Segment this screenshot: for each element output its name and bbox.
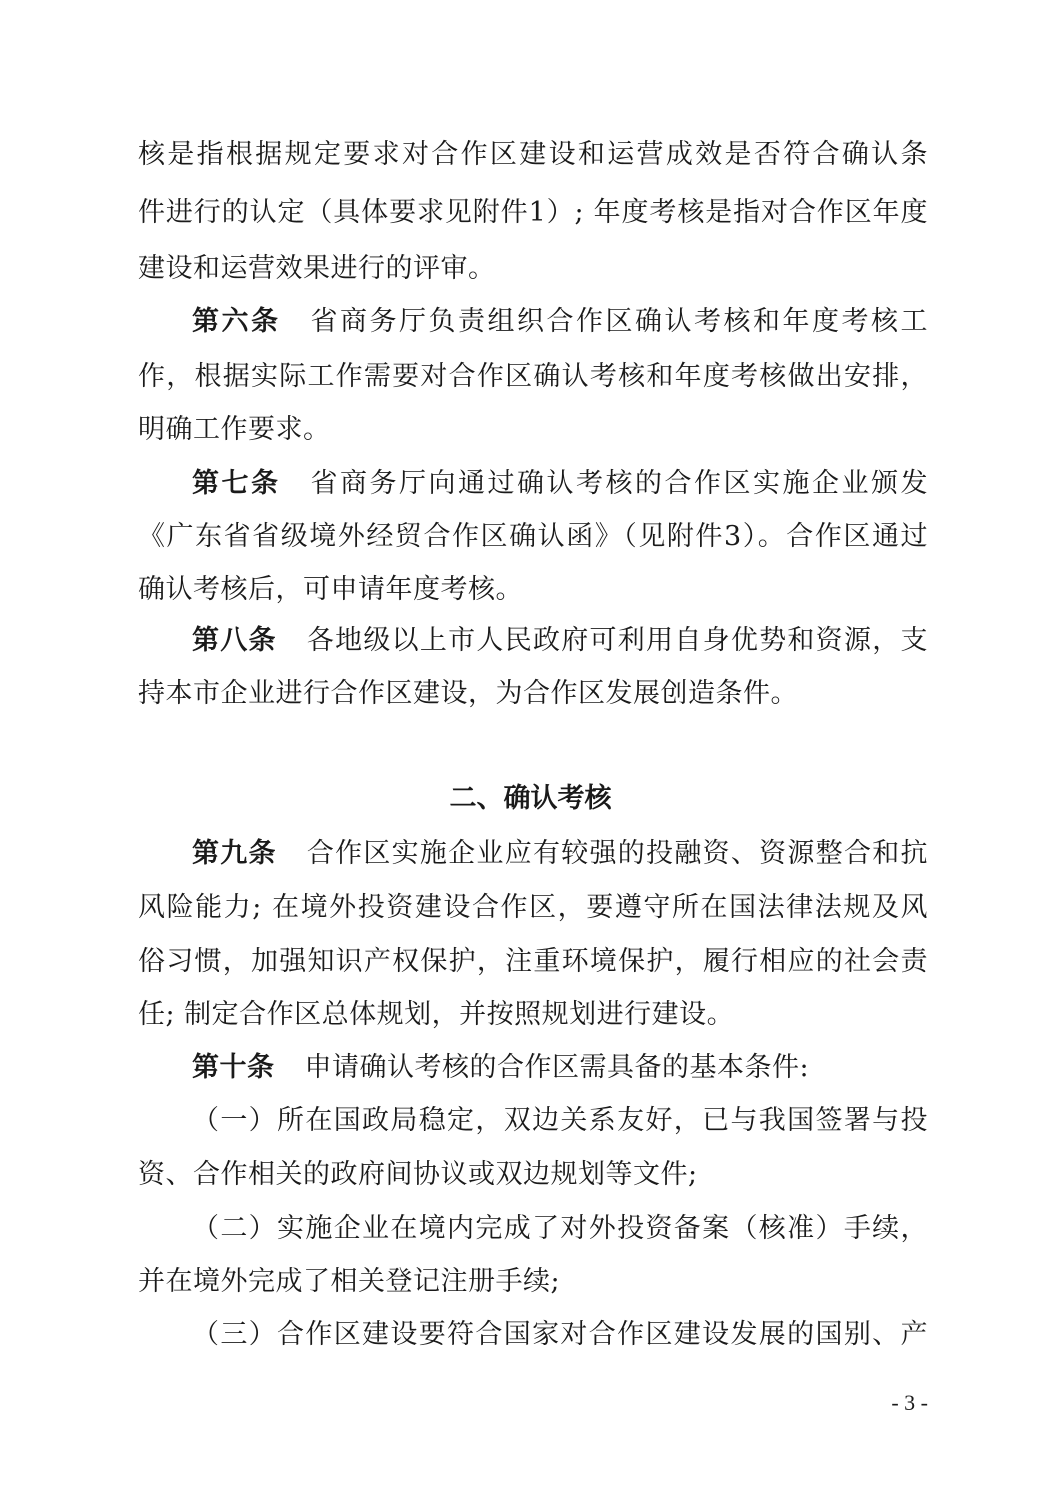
article-9-line-1	[192, 827, 928, 881]
article-8-text: 各地级以上市人民政府可利用自身优势和资源，支	[306, 625, 928, 656]
condition-2-line-1: （二）实施企业在境内完成了对外投资备案（核准）手续，	[192, 1213, 928, 1244]
text-line: 建设和运营效果进行的评审。	[138, 253, 496, 284]
article-6-label: 第六条	[192, 306, 281, 337]
article-9-label: 第九条	[192, 838, 277, 869]
article-9-text: 合作区实施企业应有较强的投融资、资源整合和抗	[306, 838, 928, 869]
page-number: - 3 -	[891, 1390, 928, 1415]
text-line: 《广东省省级境外经贸合作区确认函》（见附件3）。合作区通过	[138, 521, 928, 552]
article-8-label: 第八条	[192, 625, 277, 656]
article-7-label: 第七条	[192, 468, 281, 499]
text-line: 持本市企业进行合作区建设，为合作区发展创造条件。	[138, 678, 798, 709]
article-10-label: 第十条	[192, 1052, 275, 1083]
article-7-line-1	[192, 457, 928, 511]
text-line: 并在境外完成了相关登记注册手续;	[138, 1266, 561, 1297]
text-line: 明确工作要求。	[138, 414, 331, 445]
article-10-line-1	[192, 1041, 928, 1095]
text-line: 资、合作相关的政府间协议或双边规划等文件;	[138, 1159, 698, 1190]
article-7-text: 省商务厅向通过确认考核的合作区实施企业颁发	[310, 468, 928, 499]
section-heading: 二、确认考核	[449, 783, 612, 814]
condition-1-line-1: （一）所在国政局稳定，双边关系友好，已与我国签署与投	[192, 1105, 928, 1136]
text-line: 俗习惯，加强知识产权保护，注重环境保护，履行相应的社会责	[138, 946, 928, 977]
text-line: 作，根据实际工作需要对合作区确认考核和年度考核做出安排，	[138, 361, 928, 392]
text-line: 核是指根据规定要求对合作区建设和运营成效是否符合确认条	[138, 139, 928, 170]
text-line: 风险能力; 在境外投资建设合作区，要遵守所在国法律法规及风	[138, 892, 928, 923]
article-10-text: 申请确认考核的合作区需具备的基本条件:	[304, 1052, 810, 1083]
text-line: 任; 制定合作区总体规划，并按照规划进行建设。	[138, 999, 735, 1030]
text-line: 件进行的认定（具体要求见附件1）; 年度考核是指对合作区年度	[138, 197, 928, 228]
condition-3-line-1: （三）合作区建设要符合国家对合作区建设发展的国别、产	[192, 1319, 928, 1350]
article-6-line-1	[192, 295, 928, 349]
text-line: 确认考核后，可申请年度考核。	[138, 574, 523, 605]
article-8-line-1	[192, 614, 928, 668]
article-6-text: 省商务厅负责组织合作区确认考核和年度考核工	[310, 306, 928, 337]
